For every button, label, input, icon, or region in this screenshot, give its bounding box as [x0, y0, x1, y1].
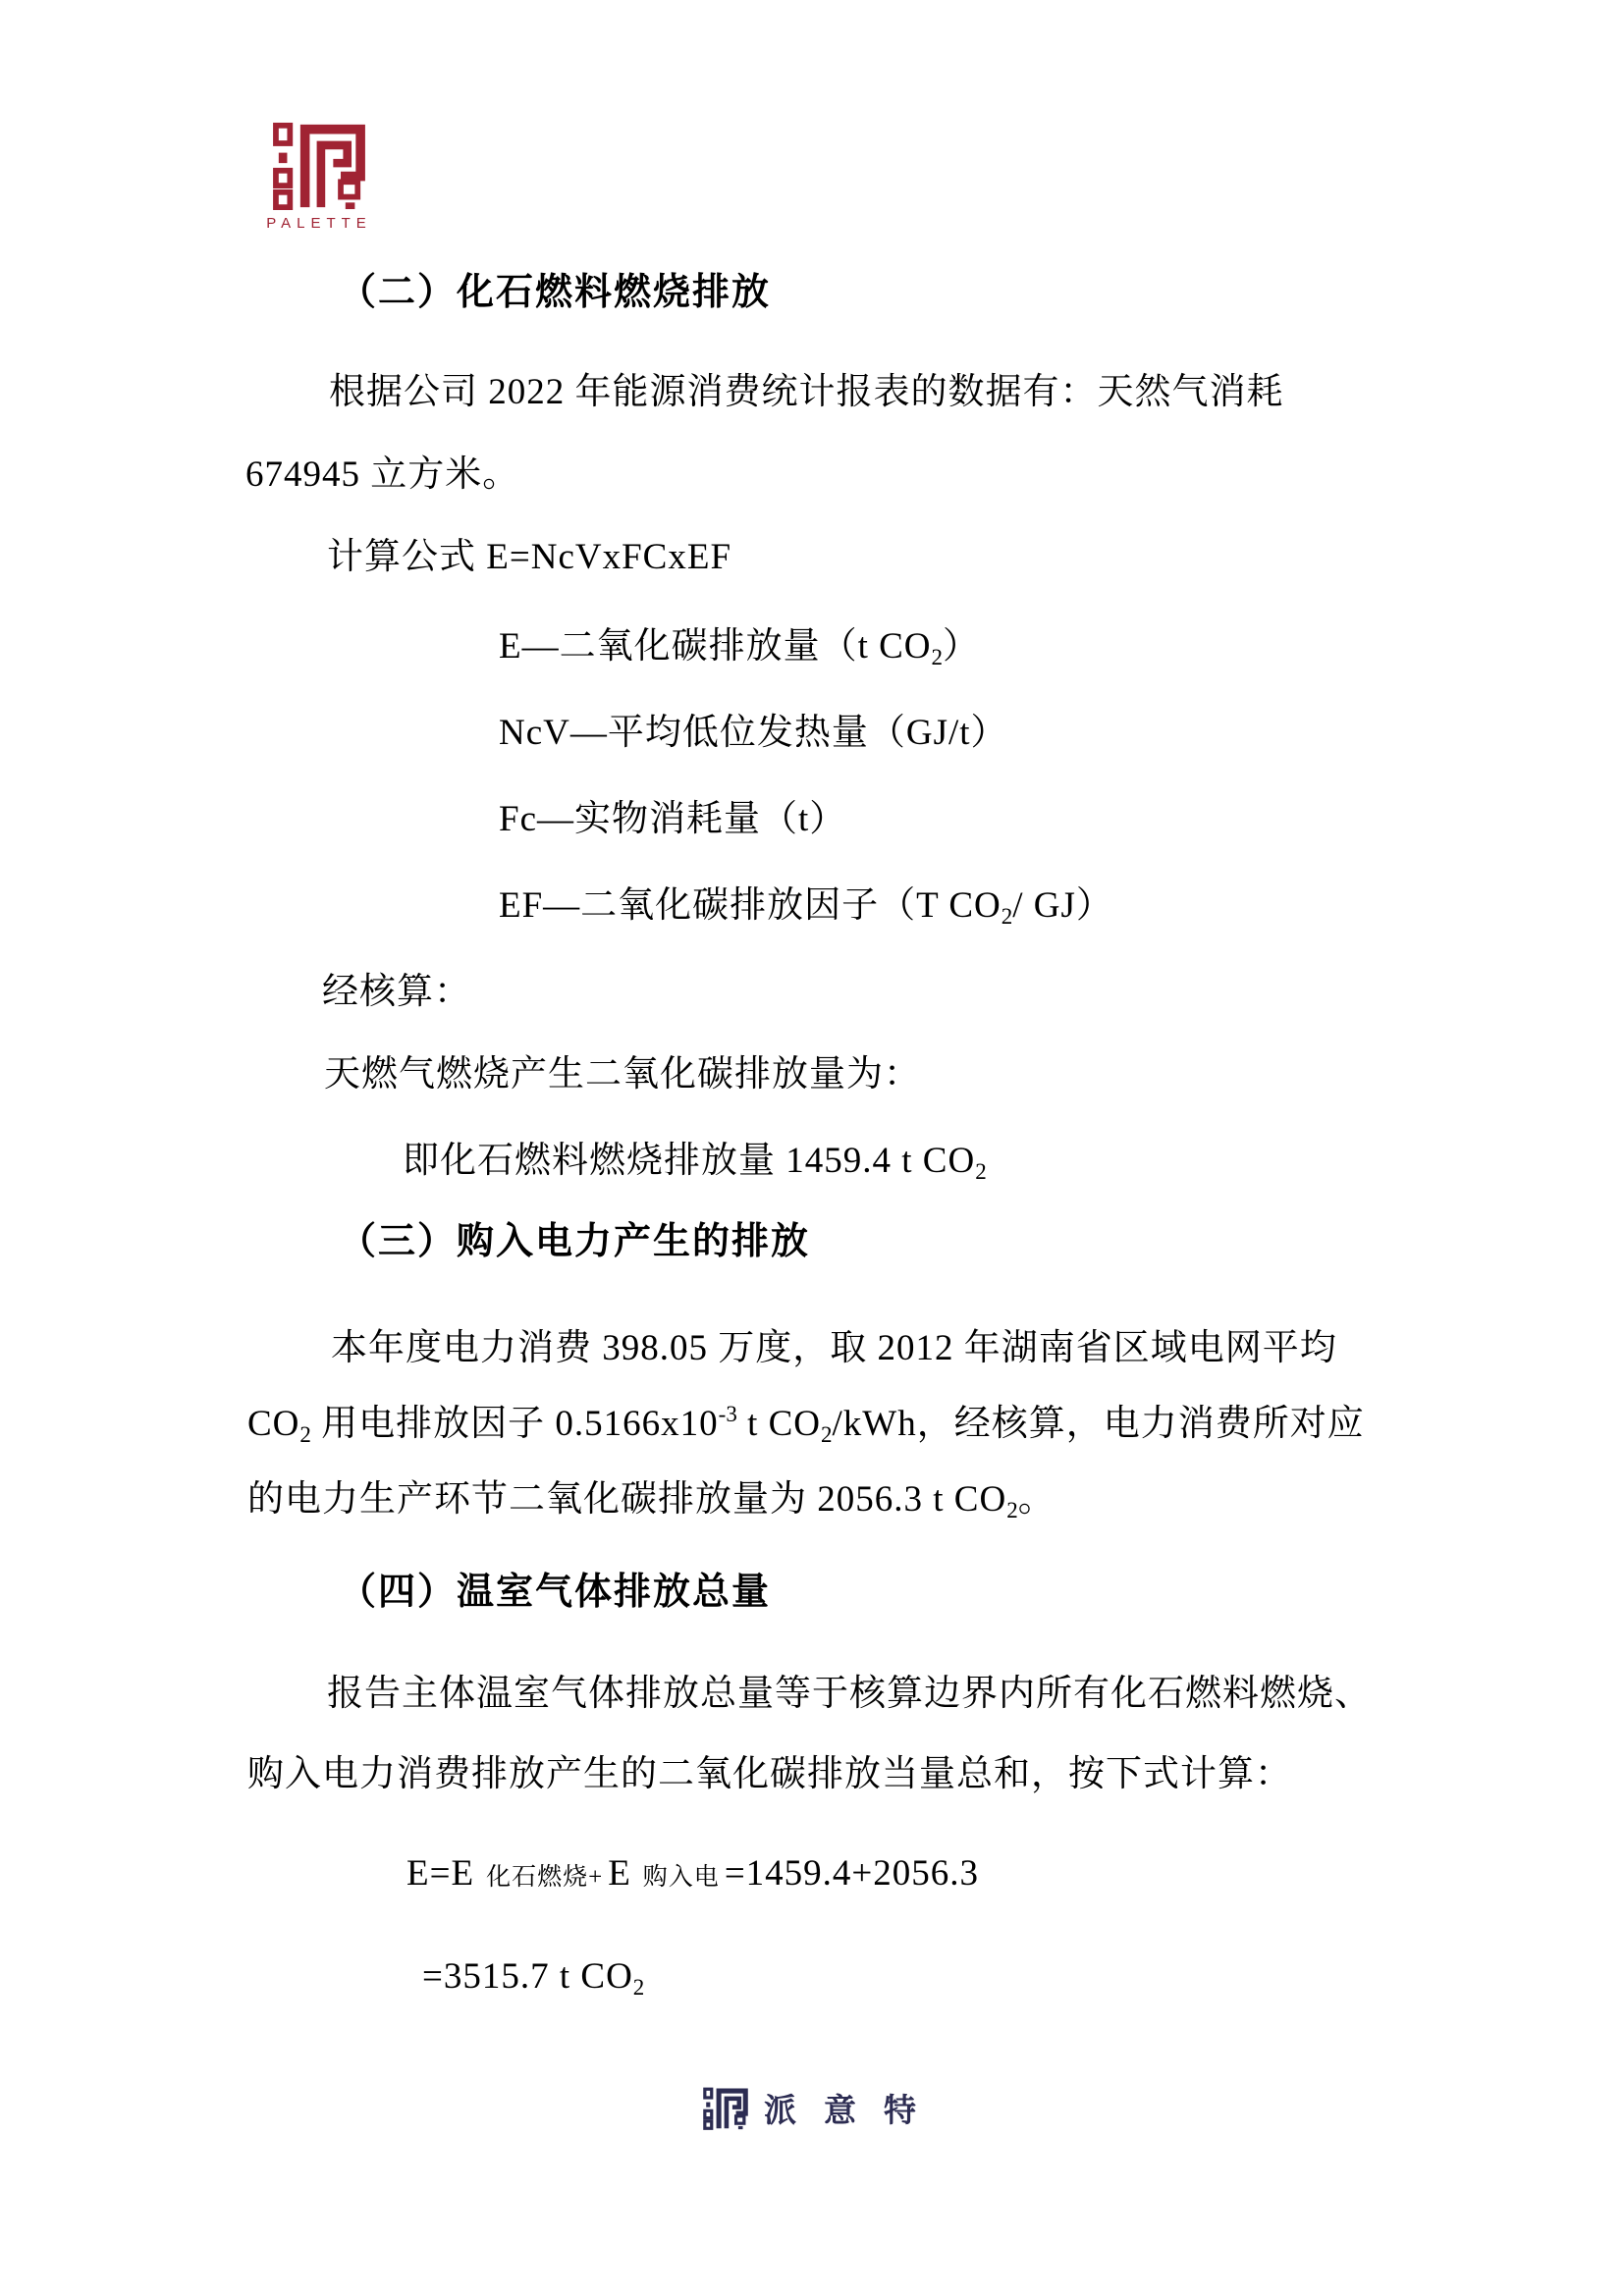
elec-exponent: -3 [718, 1402, 737, 1426]
paiyite-footer-name: 派意特 [764, 2092, 944, 2128]
formula-purchased-subscript: 购入电 [642, 1864, 720, 1891]
definition-fc: Fc—实物消耗量（t） [499, 799, 847, 839]
paiyite-footer-mark-icon [703, 2086, 748, 2131]
formula-fossil-subscript: 化石燃烧+ [486, 1864, 604, 1891]
total-result-subscript: 2 [632, 1975, 645, 2000]
fossil-result-line [403, 1142, 987, 1182]
definition-e [499, 627, 980, 667]
section-heading-fossil-fuel: （二）化石燃料燃烧排放 [339, 272, 772, 313]
electricity-line1: 本年度电力消费 398.05 万度，取 2012 年湖南省区域电网平均 [331, 1328, 1337, 1368]
total-line2: 购入电力消费排放产生的二氧化碳排放当量总和，按下式计算： [247, 1754, 1292, 1794]
elec-result-subscript: 2 [1006, 1498, 1018, 1522]
definition-e-close: ） [943, 626, 981, 667]
definition-ef-text: EF—二氧化碳排放因子（T CO [499, 885, 1001, 926]
total-line1: 报告主体温室气体排放总量等于核算边界内所有化石燃料燃烧、 [327, 1674, 1372, 1714]
paiyite-footer-logo [703, 2085, 944, 2131]
fossil-result-subscript: 2 [975, 1159, 987, 1184]
elec-tco-subscript: 2 [821, 1422, 833, 1447]
definition-ef [499, 886, 1113, 927]
calc-formula-line: 计算公式 E=NcVxFCxEF [327, 537, 732, 577]
electricity-line2 [247, 1402, 1365, 1447]
electricity-line3 [247, 1480, 1056, 1521]
definition-ef-subscript: 2 [1001, 904, 1013, 929]
definition-ncv: NcV—平均低位发热量（GJ/t） [499, 713, 1008, 753]
palette-wordmark: PALETTE [266, 215, 372, 232]
section-heading-total: （四）温室气体排放总量 [339, 1572, 772, 1613]
formula-e-equals: E=E [406, 1853, 475, 1894]
definition-ef-close: / GJ） [1012, 885, 1113, 926]
elec-result-text: 的电力生产环节二氧化碳排放量为 2056.3 t CO [247, 1479, 1007, 1520]
total-result-line [422, 1957, 644, 1998]
section-heading-electricity: （三）购入电力产生的排放 [339, 1221, 811, 1262]
elec-co-subscript: 2 [299, 1422, 311, 1447]
palette-logo-mark-icon [272, 122, 366, 210]
palette-logo [265, 122, 373, 232]
elec-co: CO [247, 1404, 300, 1444]
verified-label: 经核算： [322, 972, 471, 1012]
definition-e-text: E—二氧化碳排放量（t CO [499, 626, 932, 667]
fossil-intro-line2: 674945 立方米。 [245, 454, 520, 495]
formula-e2: E [608, 1853, 631, 1894]
gas-emission-line: 天燃气燃烧产生二氧化碳排放量为： [324, 1054, 921, 1095]
total-result-text: =3515.7 t CO [422, 1956, 633, 1997]
formula-sum-values: =1459.4+2056.3 [724, 1853, 980, 1894]
fossil-intro-line1: 根据公司 2022 年能源消费统计报表的数据有：天然气消耗 [329, 372, 1284, 412]
total-formula-line [406, 1854, 979, 1895]
elec-result-period: 。 [1017, 1479, 1056, 1520]
fossil-result-text: 即化石燃料燃烧排放量 1459.4 t CO [403, 1141, 976, 1181]
definition-e-subscript: 2 [931, 645, 944, 669]
elec-kwh-text: /kWh，经核算，电力消费所对应 [832, 1404, 1365, 1444]
elec-tco: t CO [736, 1404, 822, 1444]
elec-factor-text: 用电排放因子 0.5166x10 [310, 1404, 719, 1444]
